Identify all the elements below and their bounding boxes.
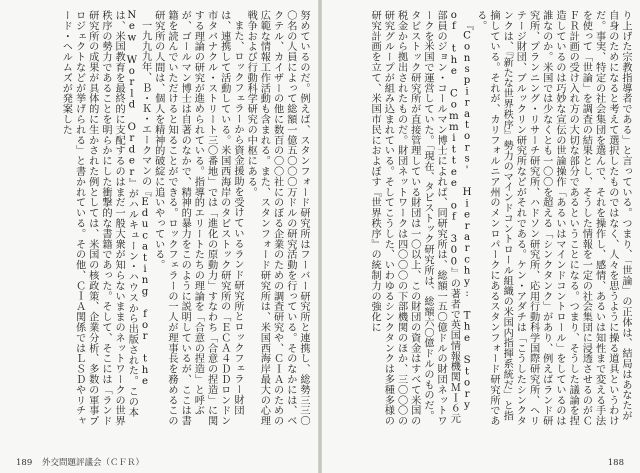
left-page: [0, 0, 318, 473]
running-head: 外交問題評議会（ＣＦＲ）: [42, 458, 145, 468]
paragraph: また、ロックフェラーから資金援助を受けているランド研究所とロックフェラー財団は、連携して活動している。米国西海岸のタビストック研究所の「ＥＣＡ４ＤＤロンドン市タバナクル・ストリート三〇番地」では「進化の原動力」すなわち「合意の捏造」に関する理論の研究が進められている。指導的エリートたちの理論を「合意の捏造」と呼ぶが、ゴールマン博士は自著のなかで、精神的暴力をこのように説明しているが、ここは書籍を読んでいただけると知ることができる。ロックフェラーの一人が理事長を務めるこの研究所の人間は、個人を精神的破綻に追いやっている。: [152, 10, 243, 426]
paragraph: 努めているのだ。例えば、スタンフォード研究所はフーバー研究所と連携し、総勢三三〇〇名の人員によって総額一億五〇〇〇万ドルの研究活動を行っている。そのなかには、ベクテル、カイザーの他に数百の〇〇社にのぼる企業のための調査研究や、ＣＩＡのための広範な情報工作活動も含まれる。また、スタンフォード研究所は、米国西海岸最大の心理戦争および行動科学研究の中枢にある。: [245, 10, 309, 426]
right-page: [322, 0, 640, 473]
page-number: 188: [607, 458, 624, 468]
paragraph: 『Conspirators' Hierarchy: The Story of the Committee of 300』の著者で英国情報機関ＭＩ６元部員のジョン・コールマン博士によれば、同研究所は、総額一五〇億ドルの財団ネットワークを米国で運営していた。「現在、タビストック研究所は、総額六〇億ドルのものだ。タビストック研究所が直接管理している財団は一〇以上、この財団の資金はすべて米国の税金から拠出されたものだ。財団ネットワークは四〇〇〇の下部機関のほか、三〇〇〇の研究グループが組み込まれている。そしてこうした、いわゆるシンクタンクは多種多様の研究計画を立て、米国市民におよぼす『世界秩序』の統制力の強化に: [369, 10, 473, 426]
paragraph: 一九九九年、Ｂ・Ｋ・エークマンの『Educating for the New World Order』がハルキューン・ハウスから出版された。この本は、米国教育を最終的に支配するのはまだ一般大衆が知らないままのネットワークの世界秩序の勢力であることを明らかにした衝撃的な書籍であった。そして、そこには「ランド研究所の成果が具体的に生かされた例としては、米国の核政策、企業分析、多数の軍事プロジェクトなどが挙げられる」と書かれている。その他、ＣＩＡ関係ではＬＳＤやリチャード・ヘルムズが発案した: [60, 10, 151, 426]
page-number: 189: [16, 458, 33, 468]
paragraph: り上げた宗教指導者である」と言っている。つまり、「世論」の正体は、結局はあなたが自身のためになると考えて選択したものではなく、人々を思うように操る道具というわけだ。事実、特定の社会集団を選んで、それを操作し、感情、あるいは知性まで変える手法を使って「世論」を調査の結果とし、そうした情報を一定の社会集団に浸透させるのがＣＦＲ計画の受け入れ方の大切な部分であるということになる。つまり、そうした議論を捏造しているのは巧妙な宣伝の世論操作「あるいはマインドコントロール」をしているのは誰なのか。米国では少なくとも一〇〇を超える「シンクタンク」があり、例えばランド研究所、プランニング・リサーチ研究所、ハドソン研究所、応用行動科学国際研究所、ヘリテージ財団、ブルックリン研究所などがそれである。ケン・アダチは「こうしたシンクタンクは、『新たな世界秩序』勢力のマインドコントロール組織の米国内指揮系統だ」と指摘している。それが、カリフォルニア州のメンロパークにあるスタンフォード研究所である。: [474, 10, 631, 426]
right-page-body: [330, 10, 632, 430]
left-page-body: [8, 10, 310, 430]
